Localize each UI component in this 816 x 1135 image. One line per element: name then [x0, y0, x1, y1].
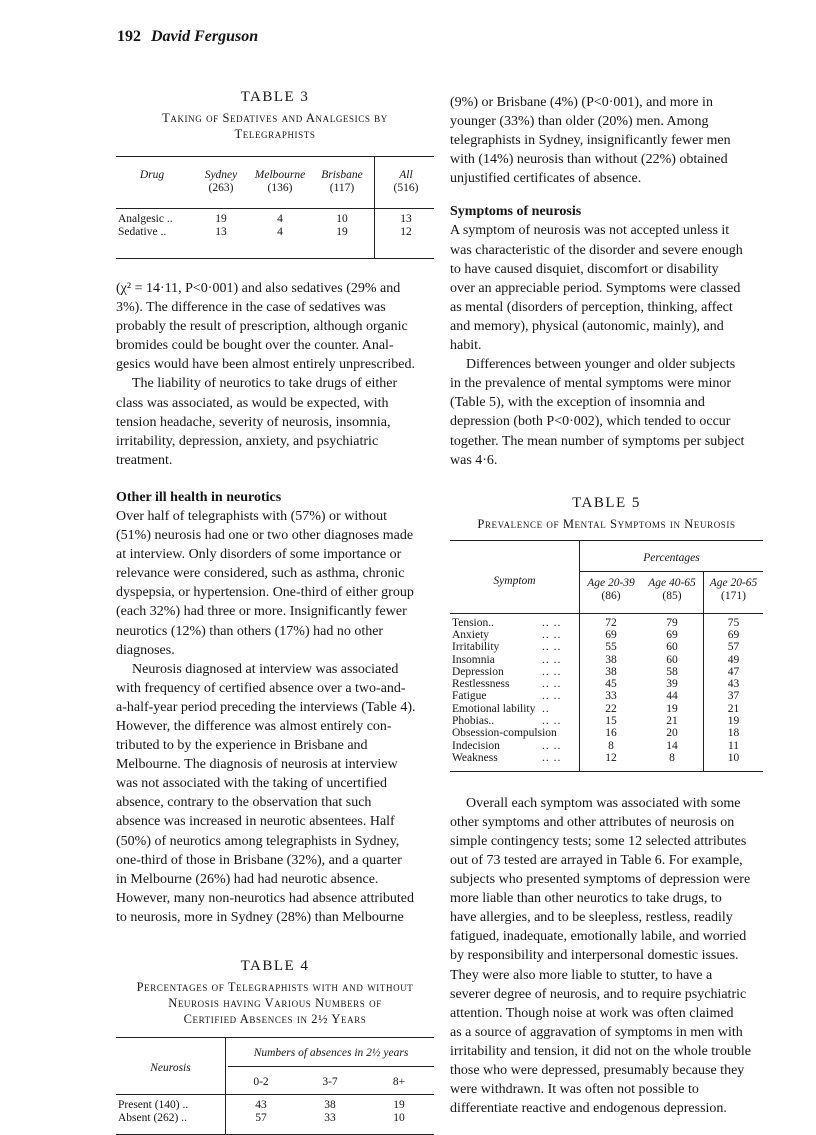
text-line: depression (both P<0·002), which tended to occur — [450, 414, 731, 430]
table-5-cell-b: 21 — [666, 715, 678, 728]
paragraph-certified-absence — [116, 660, 434, 927]
table-5-cell-b: 8 — [669, 751, 675, 764]
text-line: by responsibility and interpersonal domestic issues. — [450, 948, 739, 964]
text-line: with frequency of certified absence over a two-and- — [116, 680, 406, 696]
paragraph-liability — [116, 374, 434, 469]
table-5-header-age-20-65 — [704, 577, 763, 603]
table-3-header-sydney-n: (263) — [208, 182, 234, 194]
table-5-cell-label: Weakness — [452, 751, 498, 764]
table-5-cell-dots: .. .. — [542, 616, 562, 629]
table-5-cell-a: 72 — [605, 616, 617, 629]
text-line: one-third of those in Brisbane (32%), and a quarter — [116, 852, 402, 868]
text-line: younger (33%) than older (20%) men. Among — [450, 114, 709, 130]
text-line: treatment. — [116, 452, 173, 468]
text-line: simple contingency tests; some 12 selected attributes — [450, 833, 747, 849]
table-5-cell-a: 22 — [605, 702, 617, 715]
table-5-caption: Prevalence of Mental Symptoms in Neurosis — [477, 516, 736, 531]
text-line: (9%) or Brisbane (4%) (P<0·001), and more in — [450, 95, 713, 110]
table-4-group-rule — [228, 1066, 434, 1067]
text-line: and memory), physical (autonomic, mainly), and — [450, 318, 724, 334]
table-5-cell-label: Fatigue — [452, 690, 487, 703]
table-3-cell-all: 13 — [400, 213, 412, 225]
table-5-group-rule — [580, 571, 763, 572]
table-5-cell-b: 60 — [666, 641, 678, 654]
table-5-header-age-20-39 — [581, 577, 641, 603]
table-5-cell-c: 21 — [727, 702, 740, 715]
table-4-cell: 43 — [255, 1099, 267, 1111]
running-head — [117, 28, 258, 46]
table-5-cell-c: 69 — [727, 628, 740, 641]
table-row — [450, 641, 763, 653]
text-line: as a source of aggravation of symptoms in men with — [450, 1024, 743, 1040]
text-line: (each 32%) had three or more. Insignificantly fewer — [116, 604, 407, 620]
table-row — [450, 666, 763, 678]
table-row — [450, 629, 763, 641]
text-line: those who were depressed, presumably because they — [450, 1063, 745, 1078]
table-5-cell-a: 16 — [605, 727, 617, 740]
table-5-cell-label: Depression — [452, 665, 504, 678]
table-row — [450, 703, 763, 715]
table-5-cell-label: Obsession-compulsion — [452, 727, 557, 740]
text-line: to have caused disquiet, discomfort or disability — [450, 261, 719, 277]
table-5-cell-label: Emotional lability — [452, 702, 536, 715]
table-5-cell-a: 55 — [605, 641, 617, 654]
table-4-cell: 33 — [324, 1111, 336, 1124]
table-5-header-age-40-65-n: (85) — [662, 589, 682, 602]
text-line: diagnoses. — [116, 642, 175, 658]
table-5-cell-b: 79 — [666, 616, 678, 629]
text-line: as mental (disorders of perception, thinking, affect — [450, 299, 733, 315]
table-4-cell: 38 — [324, 1099, 336, 1111]
text-line: was characteristic of the disorder and severe enough — [450, 242, 743, 258]
text-line: differentiate reactive and endogenous depression. — [450, 1101, 727, 1117]
paragraph-drugs — [116, 279, 434, 374]
table-3-body — [116, 156, 434, 259]
table-5-cell-label: Tension.. — [452, 616, 494, 629]
table-3-cell-all: 12 — [400, 225, 412, 238]
table-row — [450, 752, 763, 764]
table-3-cell-brisbane: 19 — [336, 225, 348, 238]
table-5-cell-c: 75 — [727, 616, 740, 629]
table-3-rows — [116, 213, 434, 238]
table-5-cell-a: 38 — [605, 653, 617, 666]
table-5-cell-label: Irritability — [452, 641, 500, 654]
table-row — [450, 715, 763, 727]
table-3-header-melbourne — [249, 169, 311, 195]
table-5-header-symptom: Symptom — [493, 574, 536, 587]
table-row — [116, 226, 434, 239]
table-5-cell-b: 19 — [666, 702, 678, 715]
text-line: subjects who presented symptoms of depression were — [450, 872, 751, 888]
paragraph-unjustified-certificates — [450, 93, 763, 188]
table-row — [450, 690, 763, 702]
table-4-group-header: Numbers of absences in 2½ years — [253, 1047, 409, 1059]
text-line: class was associated, as would be expected, with — [116, 395, 389, 411]
table-5-group-header: Percentages — [643, 551, 700, 564]
paragraph-age-differences — [450, 355, 763, 470]
table-4-caption-line3: Certified Absences in 2½ Years — [183, 1012, 367, 1026]
table-5-cell-a: 38 — [605, 665, 617, 678]
table-4-header-rule — [116, 1094, 434, 1095]
table-5-cell-b: 14 — [666, 739, 678, 752]
table-row — [450, 727, 763, 739]
table-5-cell-c: 19 — [727, 715, 740, 728]
table-5-cell-b: 60 — [666, 653, 678, 666]
table-5-cell-a: 8 — [608, 739, 614, 752]
table-5-cell-dots: .. .. — [542, 690, 562, 703]
table-row — [450, 654, 763, 666]
table-3-header-all — [382, 169, 430, 195]
text-line: Neurosis diagnosed at interview was associated — [132, 661, 399, 677]
running-head-author: David Ferguson — [151, 28, 259, 45]
table-5-cell-a: 33 — [605, 690, 617, 703]
table-5-cell-c: 43 — [727, 678, 740, 691]
table-5-cell-b: 20 — [666, 727, 678, 740]
table-5-header-age-20-65-label: Age 20-65 — [709, 576, 758, 589]
paragraph-symptom-definition — [450, 221, 763, 355]
table-3-header-melbourne-n: (136) — [267, 182, 293, 194]
table-4-body — [116, 1037, 434, 1135]
text-line: irritability, depression, anxiety, and psychiatric — [116, 433, 379, 449]
text-line: fatigued, inadequate, emotionally labile, and worried — [450, 929, 747, 945]
text-line: relevance were considered, such as asthma, chronic — [116, 566, 405, 582]
left-column — [116, 80, 434, 1135]
table-5-cell-c: 49 — [727, 653, 740, 666]
text-line: However, many non-neurotics had absence attributed — [116, 890, 414, 906]
paragraph-other-diagnoses — [116, 507, 434, 660]
table-4-cell-label: Absent (262) .. — [118, 1111, 187, 1124]
table-row — [116, 1112, 434, 1125]
text-line: habit. — [450, 338, 482, 354]
table-5-cell-dots: .. .. — [542, 653, 562, 666]
table-5-cell-dots: .. .. — [542, 665, 562, 678]
text-line: (51%) neurosis had one or two other diagnoses made — [116, 528, 414, 544]
section-heading-other-ill-health: Other ill health in neurotics — [116, 489, 282, 505]
text-line: The liability of neurotics to take drugs of either — [132, 376, 398, 392]
text-line: gesics would have been almost entirely unprescribed. — [116, 357, 415, 373]
table-4-col-8-plus: 8+ — [392, 1076, 406, 1088]
table-3-header-all-n: (516) — [393, 182, 419, 194]
text-line: with (14%) neurosis than without (22%) obtained — [450, 152, 728, 168]
table-5-cell-c: 11 — [727, 739, 740, 752]
table-3-header-brisbane — [314, 169, 370, 195]
table-5-cell-c: 37 — [727, 690, 740, 703]
text-line: 3%). The difference in the case of sedatives was — [116, 300, 386, 316]
text-line: tributed to by the experience in Brisbane and — [116, 738, 368, 754]
table-5-cell-dots: .. .. — [542, 751, 562, 764]
table-5-cell-c: 18 — [727, 727, 740, 740]
text-line: (χ² = 14·11, P<0·001) and also sedatives (29% and — [116, 281, 401, 296]
table-3-cell-drug: Analgesic .. — [118, 213, 173, 225]
text-line: attention. Though noise at work was often claimed — [450, 1005, 734, 1021]
table-5-title: TABLE 5 — [572, 494, 641, 511]
text-line: a-half-year period preceding the interviews (Table 4). — [116, 699, 416, 715]
table-5-cell-dots: .. .. — [542, 739, 562, 752]
table-5 — [450, 494, 763, 772]
table-row — [116, 1099, 434, 1112]
text-line: absence, contrary to the observation that such — [116, 795, 372, 811]
table-5-cell-label: Phobias.. — [452, 715, 495, 728]
text-line: bromides could be bought over the counter. Anal- — [116, 338, 394, 354]
text-line: (Table 5), with the exception of insomnia and — [450, 395, 705, 411]
text-line: neurotics (12%) than others (17%) had no other — [116, 623, 384, 639]
text-line: to neurosis, more in Sydney (28%) than Melbourne — [116, 909, 404, 925]
table-3-cell-drug: Sedative .. — [118, 225, 167, 238]
table-3-header-sydney-label: Sydney — [204, 169, 238, 181]
text-line: at interview. Only disorders of some importance or — [116, 547, 402, 563]
text-line: telegraphists in Sydney, insignificantly fewer men — [450, 133, 731, 149]
text-line: Melbourne. The diagnosis of neurosis at interview — [116, 757, 398, 773]
table-4-cell: 19 — [393, 1099, 405, 1111]
text-line: was not associated with the taking of uncertified — [116, 776, 387, 792]
table-3-cell-sydney: 19 — [215, 213, 227, 225]
table-3-header-sydney — [196, 169, 246, 195]
text-line: have allergies, and to be sleepless, restless, readily — [450, 910, 733, 926]
table-4-header-neurosis: Neurosis — [150, 1062, 191, 1074]
text-line: irritability and tension, it did not on the whole trouble — [450, 1043, 751, 1059]
table-row — [450, 678, 763, 690]
text-line: more liable than other neurotics to take drugs, to — [450, 891, 722, 907]
table-5-cell-dots: .. — [542, 702, 550, 715]
table-5-header-age-40-65 — [642, 577, 702, 603]
table-3-header-melbourne-label: Melbourne — [254, 169, 306, 181]
table-3-title: TABLE 3 — [240, 89, 310, 105]
table-4-title: TABLE 4 — [240, 958, 310, 974]
table-5-header-age-20-39-n: (86) — [601, 589, 621, 602]
right-column — [450, 80, 763, 1118]
table-row — [116, 213, 434, 226]
paragraph-associations — [450, 794, 763, 1119]
text-line: together. The mean number of symptoms per subject — [450, 433, 745, 449]
table-4-caption-line1: Percentages of Telegraphists with and without — [136, 980, 414, 994]
table-5-cell-a: 69 — [605, 628, 617, 641]
text-line: other symptoms and other attributes of neurosis on — [450, 814, 735, 830]
table-5-cell-dots: .. .. — [542, 715, 562, 728]
text-line: tension headache, severity of neurosis, insomnia, — [116, 414, 391, 430]
table-5-cell-label: Restlessness — [452, 678, 510, 691]
table-3 — [116, 88, 434, 259]
table-5-cell-dots: .. .. — [542, 641, 562, 654]
table-row — [450, 617, 763, 629]
table-3-caption-line1: Taking of Sedatives and Analgesics by — [162, 111, 388, 125]
text-line: out of 73 tested are arrayed in Table 6. For example, — [450, 852, 743, 868]
table-4-col-0-2: 0-2 — [253, 1076, 269, 1088]
text-line: absence was increased in neurotic absentees. Half — [116, 814, 395, 830]
table-5-rows — [450, 617, 763, 765]
table-5-cell-b: 69 — [666, 628, 678, 641]
text-line: Differences between younger and older subjects — [466, 357, 736, 373]
table-5-cell-dots: .. .. — [542, 678, 562, 691]
table-5-cell-c: 10 — [727, 751, 740, 764]
table-3-caption-line2: Telegraphists — [234, 127, 316, 141]
text-line: dyspepsia, or hypertension. One-third of either group — [116, 585, 414, 601]
table-5-cell-label: Indecision — [452, 739, 500, 752]
table-4-cell: 10 — [393, 1111, 405, 1124]
table-row — [450, 740, 763, 752]
text-line: in Melbourne (26%) had had neurotic absence. — [116, 871, 379, 887]
table-3-header-brisbane-n: (117) — [329, 182, 355, 194]
table-5-header-age-20-39-label: Age 20-39 — [587, 576, 635, 589]
table-5-cell-b: 44 — [666, 690, 678, 703]
text-line: probably the result of prescription, although organic — [116, 319, 408, 335]
text-line: They were also more liable to stutter, to have a — [450, 967, 713, 983]
table-5-cell-label: Insomnia — [452, 653, 495, 666]
table-5-header-age-40-65-label: Age 40-65 — [648, 576, 696, 589]
table-3-cell-melbourne: 4 — [277, 213, 283, 225]
text-line: Over half of telegraphists with (57%) or without — [116, 508, 387, 524]
text-line: was 4·6. — [450, 452, 498, 468]
table-5-cell-a: 45 — [605, 678, 617, 691]
table-4-cell: 57 — [255, 1111, 267, 1124]
table-3-header-brisbane-label: Brisbane — [321, 169, 363, 181]
table-4-col-3-7: 3-7 — [322, 1076, 338, 1088]
table-5-cell-c: 57 — [727, 641, 740, 654]
text-line: However, the difference was almost entirely con- — [116, 718, 392, 734]
text-line: over an appreciable period. Symptoms were classed — [450, 280, 741, 296]
text-line: in the prevalence of mental symptoms were minor — [450, 376, 732, 392]
table-5-cell-dots: .. .. — [542, 628, 562, 641]
text-line: were withdrawn. It was often not possible to — [450, 1082, 699, 1098]
table-5-cell-c: 47 — [727, 665, 740, 678]
table-4-cell-label: Present (140) .. — [118, 1099, 189, 1111]
table-5-header-age-20-65-n: (171) — [721, 589, 746, 602]
text-line: unjustified certificates of absence. — [450, 171, 642, 187]
table-3-header-all-label: All — [399, 169, 413, 181]
table-5-header-rule — [450, 613, 763, 614]
table-4-rows — [116, 1099, 434, 1124]
text-line: A symptom of neurosis was not accepted unless it — [450, 223, 730, 239]
table-5-cell-b: 39 — [666, 678, 678, 691]
table-5-cell-a: 15 — [605, 715, 617, 728]
text-line: Overall each symptom was associated with some — [466, 795, 741, 811]
table-4 — [116, 957, 434, 1135]
table-3-cell-melbourne: 4 — [277, 225, 283, 238]
table-3-header-drug: Drug — [139, 169, 165, 181]
table-4-caption-line2: Neurosis having Various Numbers of — [168, 996, 382, 1010]
section-heading-symptoms: Symptoms of neurosis — [450, 204, 582, 220]
table-3-cell-sydney: 13 — [215, 225, 227, 238]
table-5-cell-b: 58 — [666, 665, 678, 678]
table-5-cell-a: 12 — [605, 751, 617, 764]
table-5-cell-label: Anxiety — [452, 628, 490, 641]
text-line: severer degree of neurosis, and to require psychiatric — [450, 986, 747, 1002]
text-line: (50%) of neurotics among telegraphists in Sydney, — [116, 833, 400, 849]
table-5-body — [450, 540, 763, 772]
table-3-header-rule — [116, 208, 434, 209]
table-3-cell-brisbane: 10 — [336, 213, 348, 225]
page-number: 192 — [117, 28, 141, 45]
